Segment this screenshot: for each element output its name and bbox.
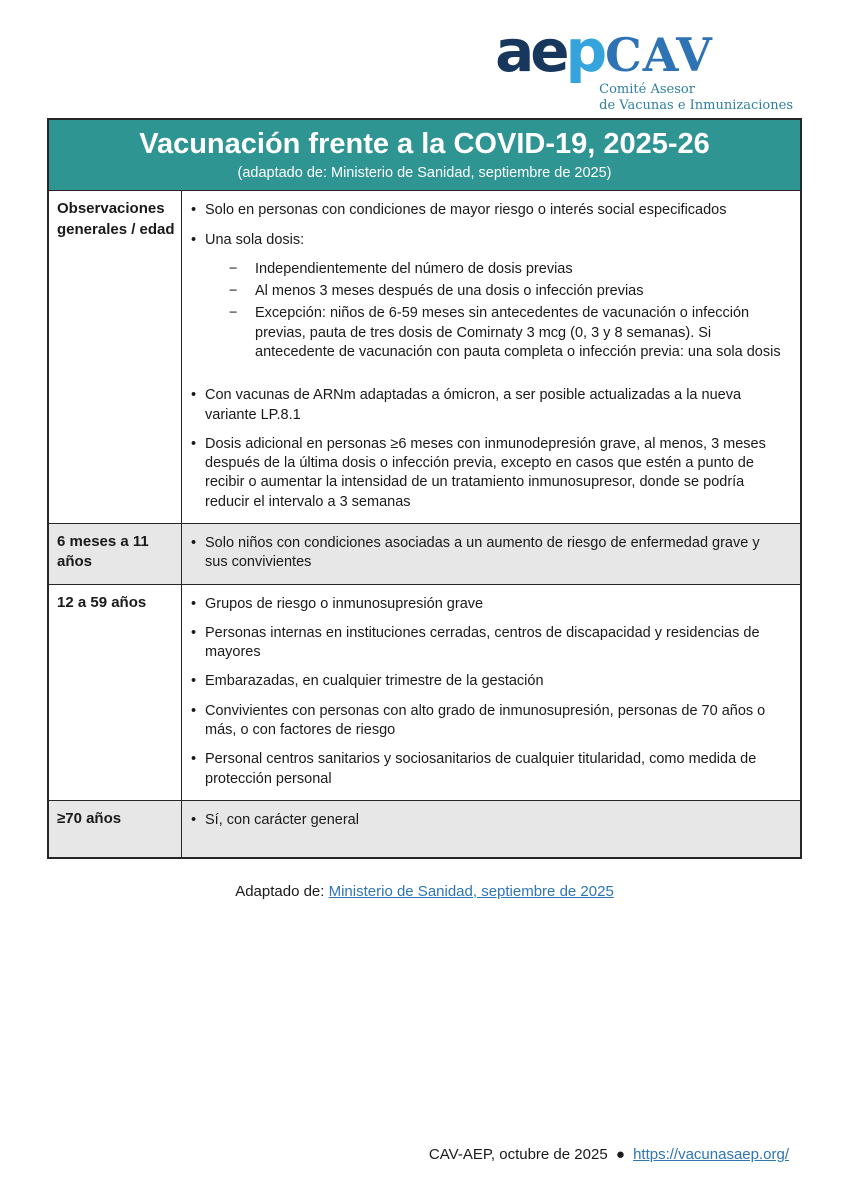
bullet-text: Convivientes con personas con alto grado de inmunosupresión, personas de 70 años o más, o con factores de riesgo xyxy=(205,702,766,738)
bullet-text: Sí, con carácter general xyxy=(205,811,359,828)
footer-separator xyxy=(610,1146,614,1163)
footer-text: CAV-AEP, octubre de 2025 xyxy=(428,1146,608,1163)
row-content-6m-11a xyxy=(182,524,802,585)
table-row xyxy=(48,584,801,800)
row-label-70a: ≥70 años xyxy=(48,800,182,858)
bullet-item xyxy=(191,534,784,573)
page-footer xyxy=(429,1146,789,1163)
vaccination-table xyxy=(47,118,802,859)
dash-marker: − xyxy=(229,260,238,277)
bullet-item xyxy=(191,435,784,512)
bullet-text: Dosis adicional en personas ≥6 meses con inmunodepresión grave, al menos, 3 meses después de la última dosis o infección previa, excepto en casos que estén a punto de recibir o aumentar la intensidad de un tratamiento inmunosupresor, donde se podría reducir el intervalo a 3 semanas xyxy=(205,435,766,510)
dash-marker: − xyxy=(229,305,238,322)
row-label-observaciones: Observaciones generales / edad xyxy=(48,191,182,524)
bullet-marker: • xyxy=(191,702,197,719)
bullet-item xyxy=(191,702,784,741)
bullet-item xyxy=(191,750,784,789)
bullet-marker: • xyxy=(191,673,197,690)
bullet-item xyxy=(191,595,784,614)
bullet-item xyxy=(191,386,784,425)
bullet-text: Solo niños con condiciones asociadas a un aumento de riesgo de enfermedad grave y sus convivientes xyxy=(205,535,760,571)
page-title: Vacunación frente a la COVID-19, 2025-26 xyxy=(139,128,710,160)
dash-text: Excepción: niños de 6-59 meses sin antecedentes de vacunación o infección previas, pauta de tres dosis de Comirnaty 3 mcg (0, 3 y 8 semanas). Si antecedente de vacunación con pauta completa o infección previa: una sola dosis xyxy=(255,305,781,361)
bullet-text: Una sola dosis: xyxy=(205,231,305,248)
table-header-cell xyxy=(48,119,801,191)
table-row xyxy=(48,524,801,585)
bullet-marker: • xyxy=(191,387,197,404)
dash-item xyxy=(229,304,784,362)
source-note-link[interactable]: Ministerio de Sanidad, septiembre de 2025 xyxy=(328,882,614,900)
row-label-12-59a: 12 a 59 años xyxy=(48,584,182,800)
bullet-marker: • xyxy=(191,624,197,641)
dash-marker: − xyxy=(229,283,238,300)
bullet-marker: • xyxy=(191,751,197,768)
dash-text: Independientemente del número de dosis previas xyxy=(255,260,573,277)
logo-wordmark xyxy=(495,17,793,85)
logo-tagline xyxy=(599,82,793,113)
bullet-marker: • xyxy=(191,231,197,248)
row-content-12-59a xyxy=(182,584,802,800)
logo-text-ae: ae xyxy=(495,17,566,85)
dash-text: Al menos 3 meses después de una dosis o infección previas xyxy=(255,283,644,300)
bullet-text: Personal centros sanitarios y sociosanitarios de cualquier titularidad, como medida de protección personal xyxy=(205,751,757,787)
source-note xyxy=(47,883,802,900)
bullet-text: Personas internas en instituciones cerradas, centros de discapacidad y residencias de mayores xyxy=(205,624,760,661)
dash-item xyxy=(229,282,784,301)
bullet-text: Con vacunas de ARNm adaptadas a ómicron, a ser posible actualizadas a la nueva variante LP.8.1 xyxy=(205,387,742,423)
bullet-marker: • xyxy=(191,435,197,452)
bullet-marker: • xyxy=(191,811,197,828)
footer-bullet: ● xyxy=(615,1146,625,1163)
bullet-marker: • xyxy=(191,202,197,219)
dash-item xyxy=(229,260,784,279)
aepcav-logo xyxy=(495,17,793,113)
source-note-prefix: Adaptado de: xyxy=(235,882,329,900)
logo-text-p: p xyxy=(565,17,606,85)
bullet-item xyxy=(191,811,784,830)
bullet-text: Embarazadas, en cualquier trimestre de la gestación xyxy=(205,673,544,690)
bullet-item xyxy=(191,624,784,663)
table-row xyxy=(48,800,801,858)
row-content-observaciones xyxy=(182,191,802,524)
row-label-6m-11a: 6 meses a 11 años xyxy=(48,524,182,585)
bullet-item xyxy=(191,672,784,691)
bullet-text: Grupos de riesgo o inmunosupresión grave xyxy=(205,595,484,612)
bullet-text: Solo en personas con condiciones de mayor riesgo o interés social especificados xyxy=(205,202,727,219)
logo-text-cav: CAV xyxy=(605,28,713,82)
bullet-marker: • xyxy=(191,595,197,612)
logo-tagline-line2: de Vacunas e Inmunizaciones xyxy=(599,97,793,113)
logo-tagline-line1: Comité Asesor xyxy=(599,82,695,97)
footer-link[interactable]: https://vacunasaep.org/ xyxy=(633,1146,789,1163)
row-content-70a xyxy=(182,800,802,858)
bullet-item xyxy=(191,201,784,220)
bullet-marker: • xyxy=(191,535,197,551)
footer-separator xyxy=(627,1146,631,1163)
bullet-item xyxy=(191,231,784,250)
page-subtitle: (adaptado de: Ministerio de Sanidad, septiembre de 2025) xyxy=(237,165,612,182)
table-row xyxy=(48,191,801,524)
table-header-row xyxy=(48,119,801,191)
